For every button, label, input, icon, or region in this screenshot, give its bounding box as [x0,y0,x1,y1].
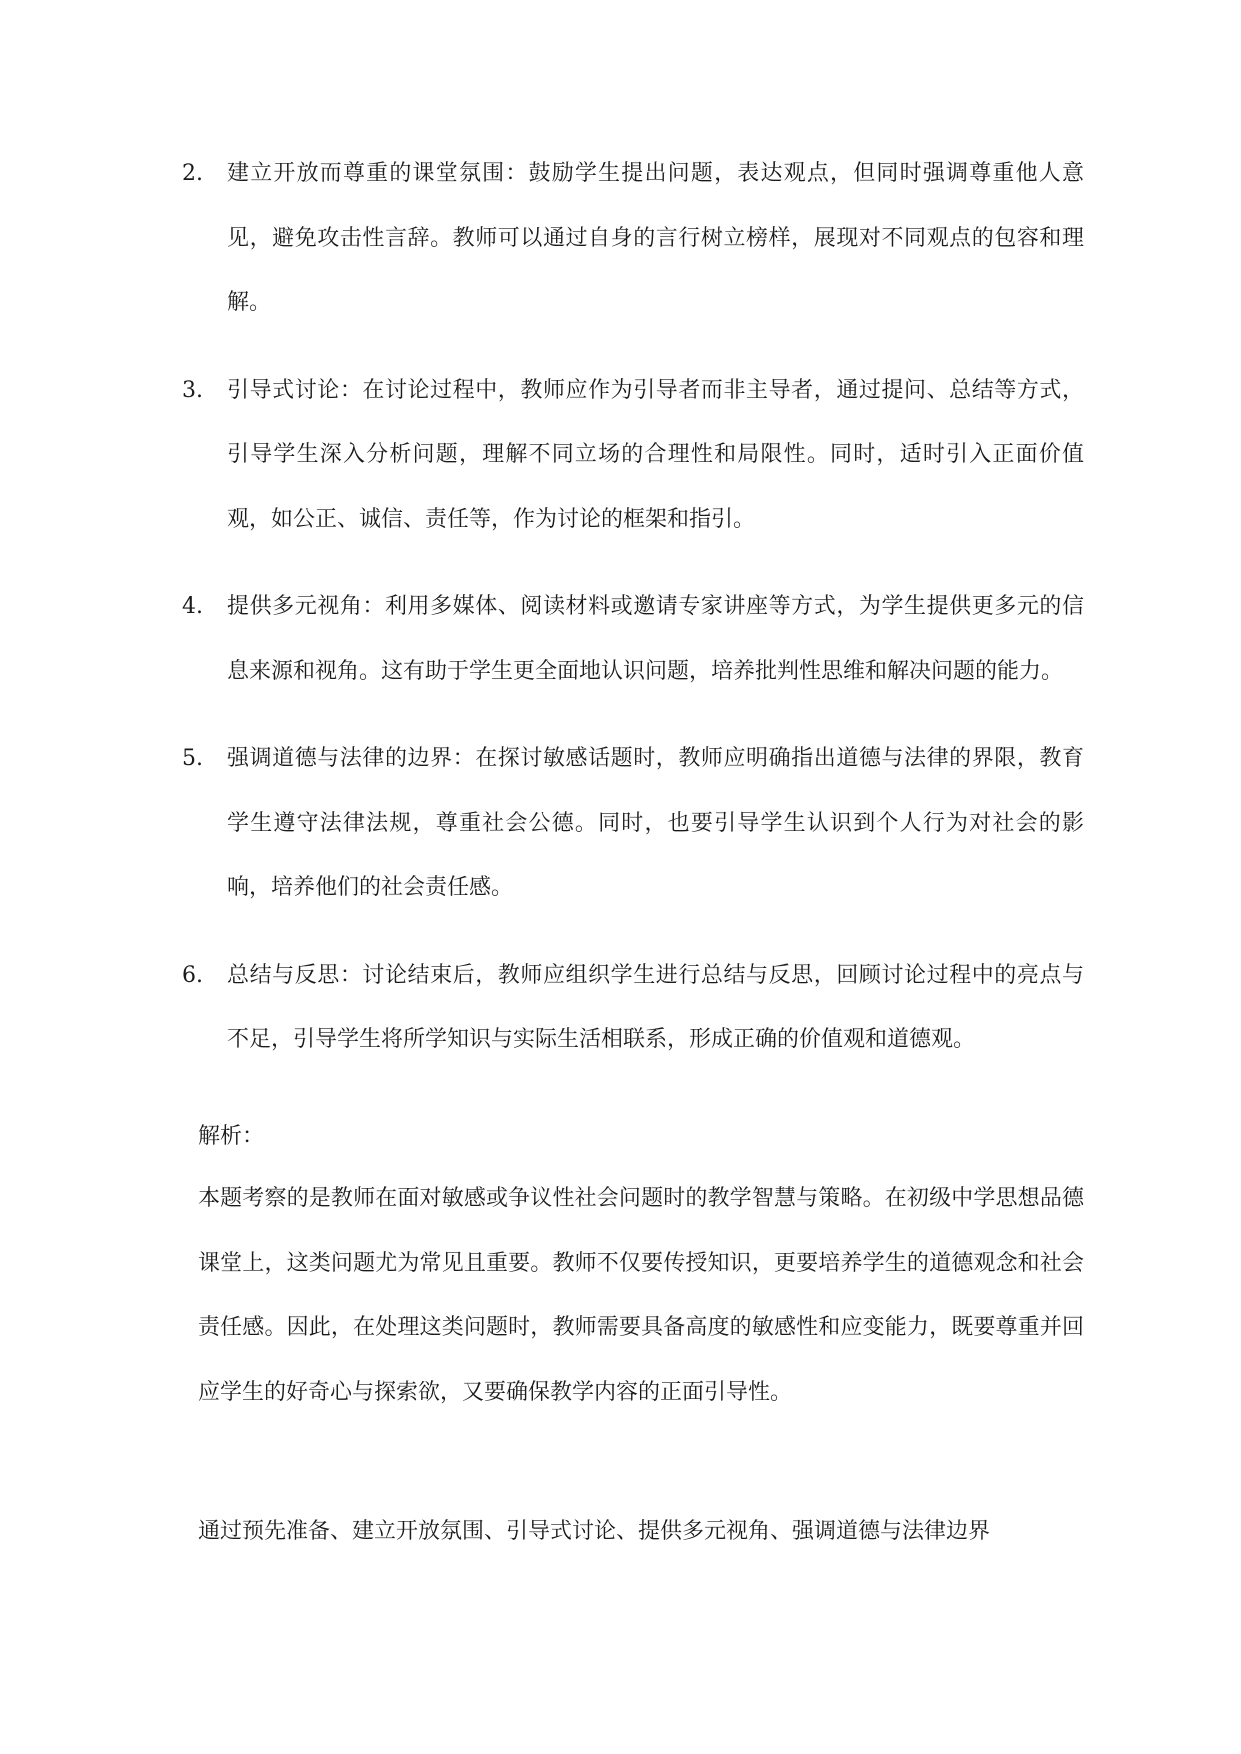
list-item-number: 6. [182,962,203,988]
list-item-number: 3. [182,377,203,403]
list-item-number: 4. [182,594,203,619]
list-item [182,359,1084,553]
list-item [182,944,1084,1073]
analysis-paragraph: 本题考察的是教师在面对敏感或争议性社会问题时的教学智慧与策略。在初级中学思想品德课堂上，这类问题尤为常见且重要。教师不仅要传授知识，更要培养学生的道德观念和社会责任感。因此，在处理这类问题时，教师需要具备高度的敏感性和应变能力，既要尊重并回应学生的好奇心与探索欲，又要确保教学内容的正面引导性。 [198,1186,1084,1405]
list-item-number: 2. [182,161,203,186]
numbered-list-section [182,142,1084,1096]
list-item [182,142,1084,336]
list-item-text: 提供多元视角：利用多媒体、阅读材料或邀请专家讲座等方式，为学生提供更多元的信息来源和视角。这有助于学生更全面地认识问题，培养批判性思维和解决问题的能力。 [227,594,1084,684]
analysis-paragraph: 通过预先准备、建立开放氛围、引导式讨论、提供多元视角、强调道德与法律边界 [198,1519,991,1544]
list-item-text: 总结与反思：讨论结束后，教师应组织学生进行总结与反思，回顾讨论过程中的亮点与不足，引导学生将所学知识与实际生活相联系，形成正确的价值观和道德观。 [227,962,1084,1052]
analysis-label: 解析： [198,1124,265,1149]
list-item [182,727,1084,921]
list-item-text: 建立开放而尊重的课堂氛围：鼓励学生提出问题，表达观点，但同时强调尊重他人意见，避免攻击性言辞。教师可以通过自身的言行树立榜样，展现对不同观点的包容和理解。 [227,161,1084,315]
list-item-text: 强调道德与法律的边界：在探讨敏感话题时，教师应明确指出道德与法律的界限，教育学生遵守法律法规，尊重社会公德。同时，也要引导学生认识到个人行为对社会的影响，培养他们的社会责任感。 [227,746,1084,900]
numbered-list [182,142,1084,1073]
list-item-text: 引导式讨论：在讨论过程中，教师应作为引导者而非主导者，通过提问、总结等方式，引导学生深入分析问题，理解不同立场的合理性和局限性。同时，适时引入正面价值观，如公正、诚信、责任等，作为讨论的框架和指引。 [227,377,1084,532]
list-item [182,575,1084,704]
list-item-number: 5. [182,746,203,771]
